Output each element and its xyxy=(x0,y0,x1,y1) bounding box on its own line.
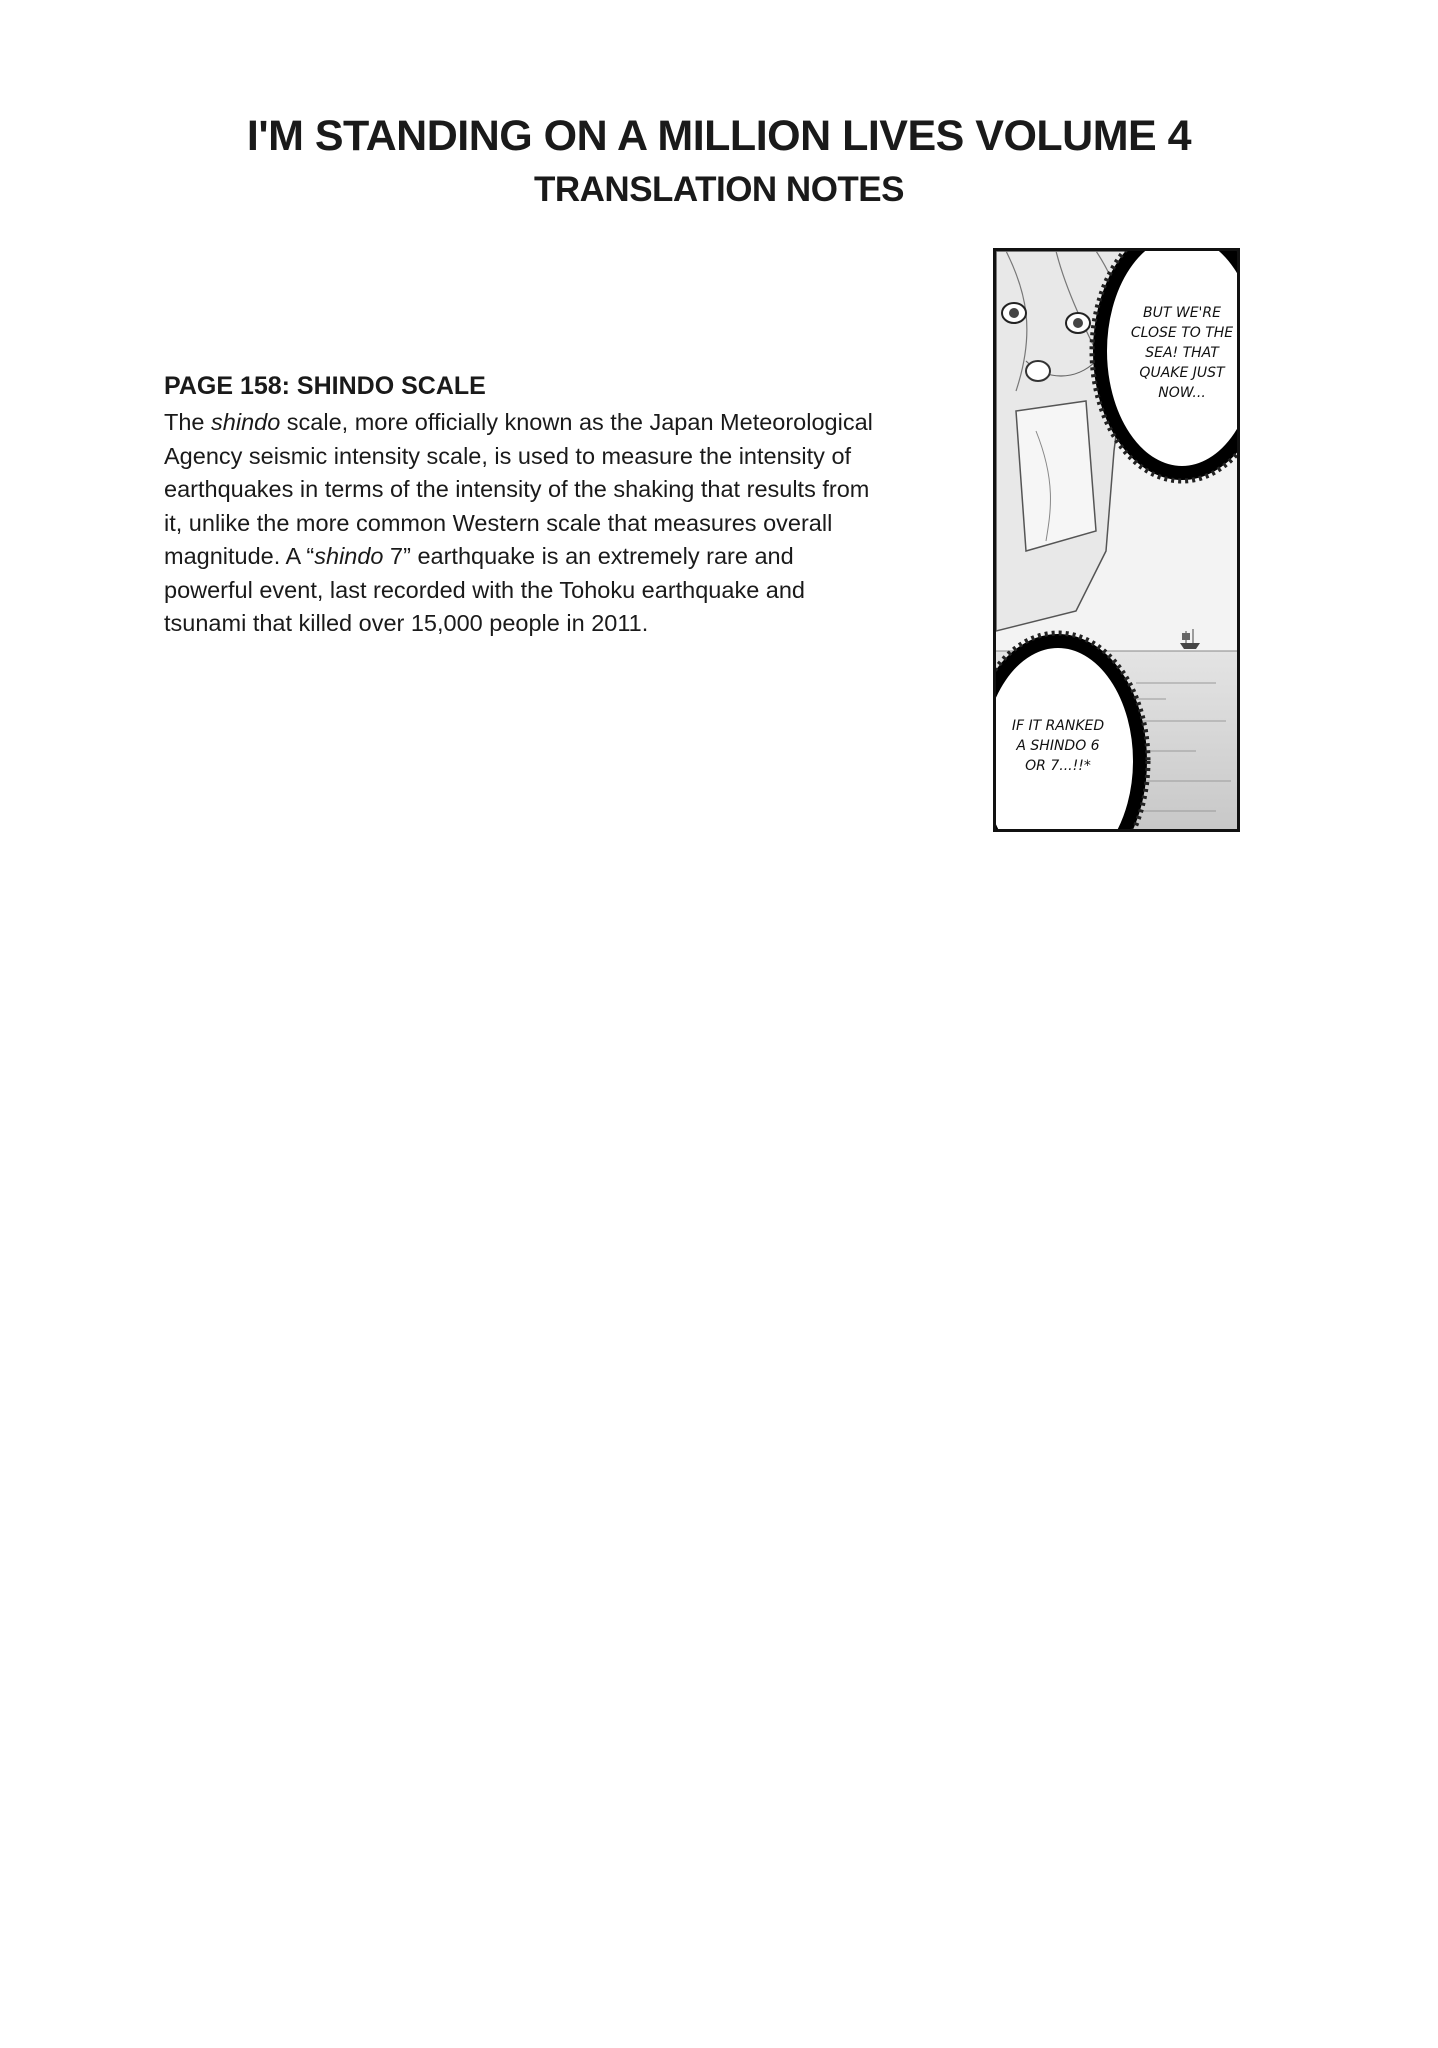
note-body xyxy=(164,406,876,641)
document-title: I'M STANDING ON A MILLION LIVES VOLUME 4 xyxy=(246,112,1192,160)
note-term-shindo: shindo xyxy=(211,409,281,435)
note-text-end: 7” earthquake is an extremely rare and powerful event, last recorded with the Tohoku earthquake and tsunami that killed over 15,000 people in 2011. xyxy=(164,543,806,636)
note-heading: PAGE 158: SHINDO SCALE xyxy=(164,372,486,400)
speech-text-bottom: IF IT RANKED A SHINDO 6 OR 7...!!* xyxy=(1011,718,1105,774)
girl-mouth xyxy=(1026,361,1050,381)
note-term-shindo-rank: shindo xyxy=(314,543,384,569)
speech-text-top: BUT WE'RE CLOSE TO THE SEA! THAT QUAKE JUST NOW... xyxy=(1130,305,1234,401)
note-text-middle: scale, more officially known as the Japan Meteorological Agency seismic intensity scale, is used to measure the intensity of earthquakes in terms of the intensity of the shaking that results from it, unlike the more common Western scale that measures overall magnitude. A “ xyxy=(164,409,873,569)
translation-note xyxy=(164,370,884,641)
manga-panel xyxy=(993,248,1240,832)
document-subtitle: TRANSLATION NOTES xyxy=(533,170,904,209)
note-intro: The xyxy=(164,409,212,435)
